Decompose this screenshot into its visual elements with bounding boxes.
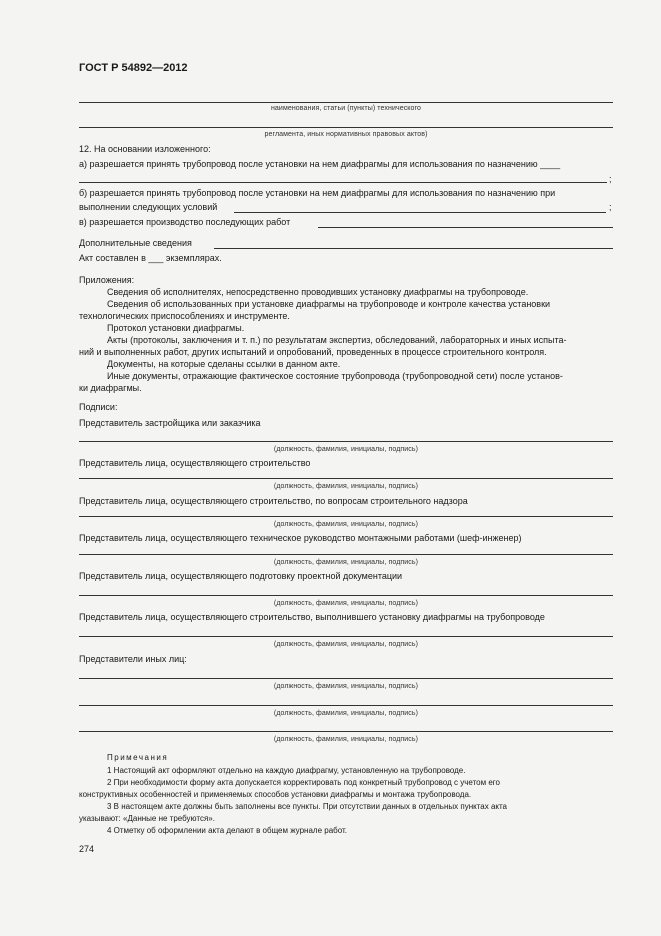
page-number: 274 [79, 844, 95, 854]
attachment-line: Иные документы, отражающие фактическое состояние трубопровода (трубопроводной сети) после установ- [107, 371, 563, 381]
signature-role: Представитель лица, осуществляющего строительство, выполнившего установку диафрагмы на трубопроводе [79, 612, 545, 622]
attachment-line: ки диафрагмы. [79, 383, 142, 393]
signature-role: Представитель лица, осуществляющего строительство, по вопросам строительного надзора [79, 496, 468, 506]
item12-c: в) разрешается производство последующих работ [79, 217, 291, 227]
fill-line [234, 212, 606, 213]
fill-line [79, 127, 613, 128]
attachment-line: Документы, на которые сделаны ссылки в данном акте. [107, 359, 341, 369]
signature-caption: (должность, фамилия, инициалы, подпись) [273, 600, 419, 607]
item12-b-end: ; [609, 202, 612, 212]
signature-caption: (должность, фамилия, инициалы, подпись) [273, 483, 419, 490]
fill-line [318, 227, 613, 228]
note-line: 1 Настоящий акт оформляют отдельно на каждую диафрагму, установленную на трубопроводе. [107, 766, 466, 775]
signature-line [79, 478, 613, 479]
item12-a: а) разрешается принять трубопровод после установки на нем диафрагмы для использования по назначению ____ [79, 159, 561, 169]
signature-caption: (должность, фамилия, инициалы, подпись) [273, 521, 419, 528]
attachment-line: технологических приспособлениях и инструменте. [79, 311, 290, 321]
signature-caption: (должность, фамилия, инициалы, подпись) [273, 683, 419, 690]
signature-caption: (должность, фамилия, инициалы, подпись) [273, 736, 419, 743]
signature-caption: (должность, фамилия, инициалы, подпись) [273, 641, 419, 648]
fill-line [79, 182, 607, 183]
caption: наименования, статьи (пункты) технического [270, 105, 422, 112]
signature-role: Представитель лица, осуществляющего техническое руководство монтажными работами (шеф-инженер) [79, 533, 522, 543]
attachment-line: Сведения об исполнителях, непосредственно проводивших установку диафрагмы на трубопроводе. [107, 287, 529, 297]
item12-b1: б) разрешается принять трубопровод после установки на нем диафрагмы для использования по назначению при [79, 188, 556, 198]
attachment-line: Протокол установки диафрагмы. [107, 323, 245, 333]
item12-b2: выполнении следующих условий [79, 202, 218, 212]
signature-role: Представитель лица, осуществляющего подготовку проектной документации [79, 571, 403, 581]
note-line: 4 Отметку об оформлении акта делают в общем журнале работ. [107, 826, 347, 835]
signature-line [79, 554, 613, 555]
attachment-line: ний и выполненных работ, других испытаний и опробований, проведенных в процессе строительного контроля. [79, 347, 547, 357]
extra-label: Дополнительные сведения [79, 238, 192, 248]
note-line: указывают: «Данные не требуются». [79, 814, 215, 823]
note-line: 3 В настоящем акте должны быть заполнены все пункты. При отсутствии данных в отдельных пунктах акта [107, 802, 508, 811]
signature-role: Представитель лица, осуществляющего строительство [79, 458, 311, 468]
item12-a-end: ; [609, 174, 612, 184]
signature-line [79, 636, 613, 637]
signatures-title: Подписи: [79, 402, 118, 412]
fill-line [79, 102, 613, 103]
attachment-line: Сведения об использованных при установке диафрагмы на трубопроводе и контроле качества установки [107, 299, 551, 309]
signature-caption: (должность, фамилия, инициалы, подпись) [273, 710, 419, 717]
attachment-line: Акты (протоколы, заключения и т. п.) по результатам экспертиз, обследований, лабораторных и иных испыта- [107, 335, 567, 345]
signature-line [79, 595, 613, 596]
caption: регламента, иных нормативных правовых актов) [264, 131, 428, 138]
signature-role: Представитель застройщика или заказчика [79, 418, 261, 428]
signature-caption: (должность, фамилия, инициалы, подпись) [273, 446, 419, 453]
attachments-title: Приложения: [79, 275, 135, 285]
signature-line [79, 678, 613, 679]
signature-role: Представители иных лиц: [79, 654, 187, 664]
copies-line: Акт составлен в ___ экземплярах. [79, 253, 222, 263]
signature-line [79, 705, 613, 706]
notes-title: Примечания [107, 753, 169, 762]
item12-title: 12. На основании изложенного: [79, 144, 211, 154]
signature-line [79, 516, 613, 517]
doc-code: ГОСТ Р 54892—2012 [79, 62, 188, 74]
fill-line [214, 248, 613, 249]
signature-line [79, 441, 613, 442]
signature-line [79, 731, 613, 732]
note-line: конструктивных особенностей и применяемых способов установки диафрагмы и монтажа трубопровода. [79, 790, 472, 799]
note-line: 2 При необходимости форму акта допускается корректировать под конкретный трубопровод с учетом его [107, 778, 500, 787]
signature-caption: (должность, фамилия, инициалы, подпись) [273, 559, 419, 566]
